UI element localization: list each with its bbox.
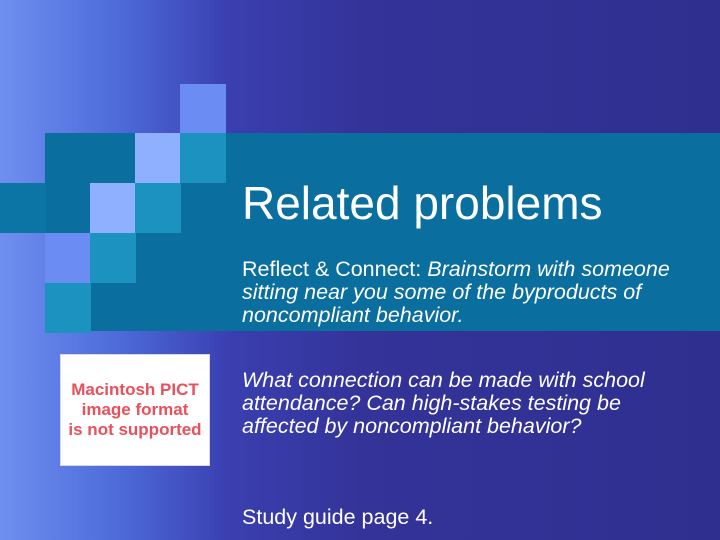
connection-question: What connection can be made with school attendance? Can high-stakes testing be affected by noncompliant behavior? (242, 368, 645, 438)
reflect-prefix: Reflect & Connect: (242, 257, 428, 281)
decor-square (45, 233, 91, 283)
reflect-paragraph (242, 258, 707, 327)
decor-square (45, 283, 91, 333)
unsupported-image-placeholder (60, 354, 210, 466)
slide-title: Related problems (242, 177, 603, 229)
decor-square (180, 133, 226, 183)
placeholder-text: Macintosh PICT image format is not supported (68, 380, 202, 439)
decor-square (135, 183, 181, 233)
reflect-prompt: Brainstorm with someone sitting near you some of the byproducts of noncompliant behavior. (242, 257, 670, 327)
study-guide-note: Study guide page 4. (242, 505, 434, 529)
decor-square (90, 233, 136, 283)
decor-square (135, 133, 181, 183)
decor-square (180, 84, 226, 134)
decor-square (0, 183, 46, 233)
decor-square (90, 183, 136, 233)
